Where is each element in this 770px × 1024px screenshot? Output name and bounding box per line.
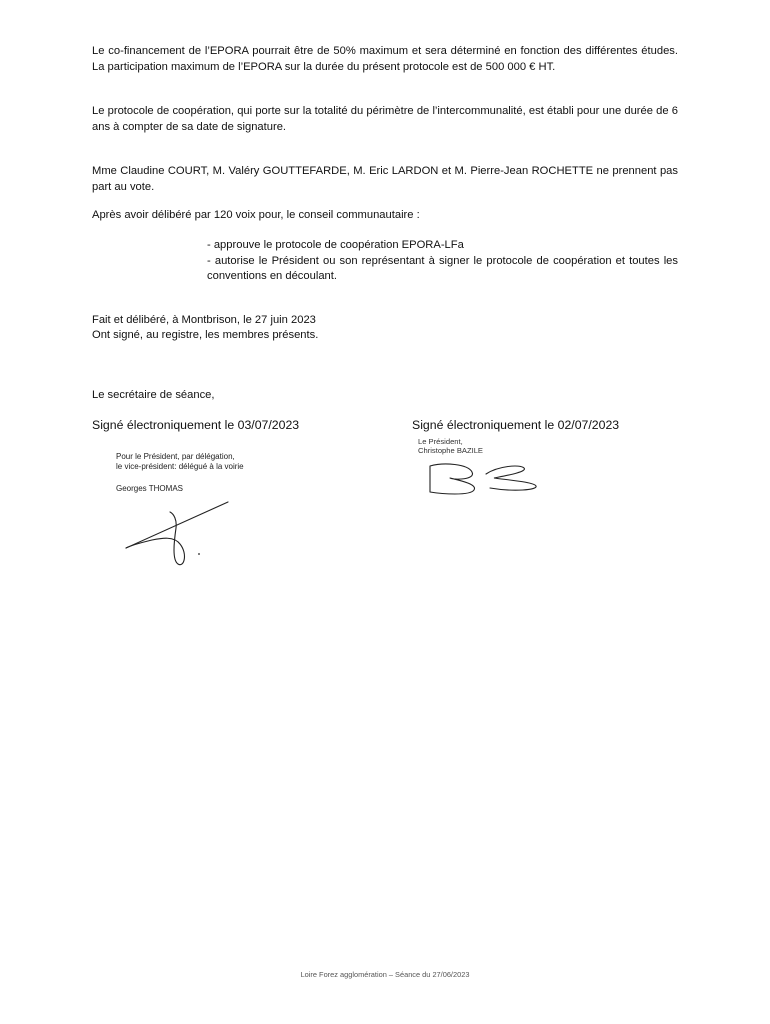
page-footer: Loire Forez agglomération – Séance du 27/06/2023 [300,970,470,979]
delegation-line-1: Pour le Président, par délégation, [116,452,235,461]
decision-list [207,238,678,285]
signed-electronically-right: Signé électroniquement le 02/07/2023 [412,418,620,432]
delegation-line-2: le vice-président: délégué à la voirie [116,462,244,471]
paragraph-non-votants: Mme Claudine COURT, M. Valéry GOUTTEFARDE, M. Eric LARDON et M. Pierre-Jean ROCHETTE ne prennent pas part au vote. [92,165,678,193]
handwritten-signature-left [118,498,238,572]
handwritten-signature-right [424,458,544,498]
secretaire-label: Le secrétaire de séance, [92,389,215,401]
paragraph-protocole: Le protocole de coopération, qui porte sur la totalité du périmètre de l’intercommunalité, est établi pour une durée de 6 ans à compter de sa date de signature. [92,105,678,133]
fait-a-montbrison: Fait et délibéré, à Montbrison, le 27 juin 2023 [92,314,316,326]
signed-electronically-left: Signé électroniquement le 03/07/2023 [92,418,300,432]
decision-item: - autorise le Président ou son représentant à signer le protocole de coopération et toutes les conventions en découlant. [207,254,678,282]
signatory-name-right: Christophe BAZILE [418,446,483,455]
paragraph-cofinancement: Le co-financement de l’EPORA pourrait être de 50% maximum et sera déterminé en fonction des différentes études. La participation maximum de l’EPORA sur la durée du présent protocole est de 500 000 € HT. [92,45,678,73]
signatory-name-left: Georges THOMAS [116,484,183,493]
president-title: Le Président, [418,437,463,446]
paragraph-deliberation: Après avoir délibéré par 120 voix pour, le conseil communautaire : [92,209,420,221]
signe-registre: Ont signé, au registre, les membres présents. [92,329,319,341]
decision-item: - approuve le protocole de coopération EPORA-LFa [207,239,464,251]
